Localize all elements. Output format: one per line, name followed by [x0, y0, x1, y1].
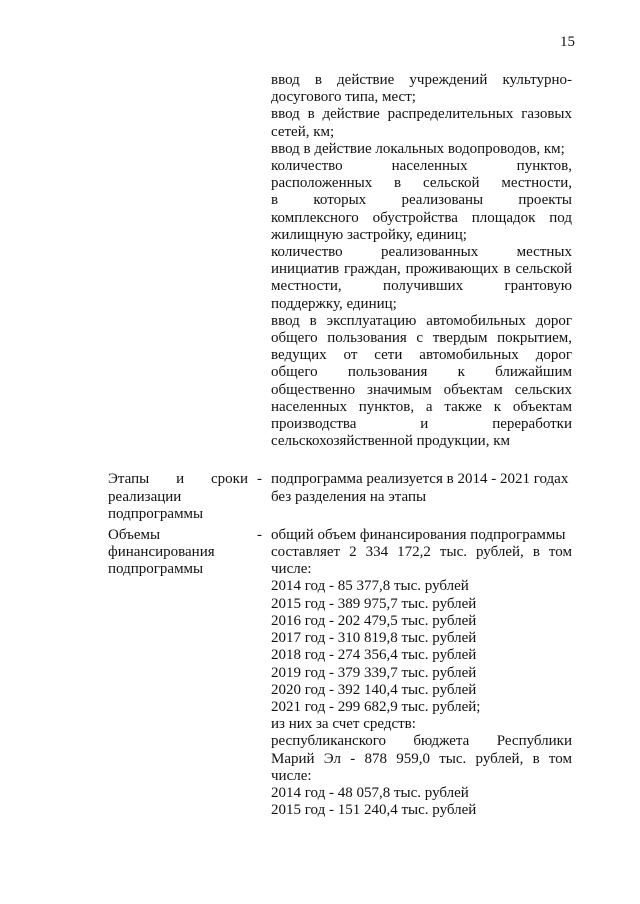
text-line: жилищную застройку, единиц; [271, 226, 467, 243]
text-line: Этапы и сроки [108, 471, 248, 488]
text-line: количество населенных пунктов, [271, 158, 572, 175]
text-line: 2021 год - 299 682,9 тыс. рублей; [271, 698, 481, 715]
stages-block [0, 471, 640, 522]
text-line: сетей, км; [271, 123, 335, 140]
finance-dash: - [257, 526, 262, 543]
finance-block [0, 527, 640, 819]
text-line: без разделения на этапы [271, 488, 427, 505]
text-line: общего пользования к ближайшим [271, 364, 572, 381]
text-line: количество реализованных местных [271, 244, 572, 261]
text-line: ввод в действие распределительных газовых [271, 106, 572, 123]
document-body [0, 72, 640, 819]
text-line: подпрограммы [108, 561, 204, 578]
text-line: числе: [271, 561, 312, 578]
text-line: реализации [108, 488, 182, 505]
indicators-block [0, 72, 640, 450]
text-line: 2014 год - 85 377,8 тыс. рублей [271, 578, 469, 595]
text-line: ввод в действие локальных водопроводов, км; [271, 140, 565, 157]
text-line: в которых реализованы проекты [271, 192, 572, 209]
text-line: из них за счет средств: [271, 716, 416, 733]
finance-label [108, 527, 248, 579]
text-line: республиканского бюджета Республики [271, 733, 572, 750]
text-line: поддержку, единиц; [271, 295, 397, 312]
finance-text [271, 527, 572, 819]
text-line: подпрограммы [108, 505, 204, 522]
text-line: общего пользования с твердым покрытием, [271, 330, 572, 347]
text-line: 2015 год - 151 240,4 тыс. рублей [271, 802, 477, 819]
text-line: досугового типа, мест; [271, 89, 416, 106]
text-line: местности, получивших грантовую [271, 278, 572, 295]
stages-text [271, 471, 572, 505]
page-number: 15 [560, 34, 575, 50]
text-line: Марий Эл - 878 959,0 тыс. рублей, в том [271, 750, 572, 767]
text-line: инициатив граждан, проживающих в сельской [271, 261, 572, 278]
text-line: населенных пунктов, а также к объектам [271, 398, 572, 415]
text-line: 2018 год - 274 356,4 тыс. рублей [271, 647, 477, 664]
indicators-text [271, 72, 572, 450]
text-line: 2015 год - 389 975,7 тыс. рублей [271, 595, 477, 612]
text-line: общественно значимым объектам сельских [271, 381, 572, 398]
text-line: ведущих от сети автомобильных дорог [271, 347, 572, 364]
text-line: 2017 год - 310 819,8 тыс. рублей [271, 630, 477, 647]
text-line: подпрограмма реализуется в 2014 - 2021 годах [271, 471, 569, 488]
text-line: 2016 год - 202 479,5 тыс. рублей [271, 612, 477, 629]
text-line: 2014 год - 48 057,8 тыс. рублей [271, 784, 469, 801]
text-line: расположенных в сельской местности, [271, 175, 572, 192]
text-line: 2019 год - 379 339,7 тыс. рублей [271, 664, 477, 681]
text-line: Объемы [108, 526, 161, 543]
text-line: ввод в действие учреждений культурно- [271, 72, 572, 88]
text-line: комплексного обустройства площадок под [271, 209, 572, 226]
stages-label [108, 471, 248, 523]
text-line: составляет 2 334 172,2 тыс. рублей, в том [271, 544, 572, 561]
text-line: ввод в эксплуатацию автомобильных дорог [271, 312, 572, 329]
text-line: финансирования [108, 544, 215, 561]
text-line: сельскохозяйственной продукции, км [271, 433, 510, 450]
text-line: числе: [271, 767, 312, 784]
text-line: общий объем финансирования подпрограммы [271, 526, 566, 543]
text-line: 2020 год - 392 140,4 тыс. рублей [271, 681, 477, 698]
stages-dash: - [257, 471, 262, 488]
text-line: производства и переработки [271, 416, 572, 433]
